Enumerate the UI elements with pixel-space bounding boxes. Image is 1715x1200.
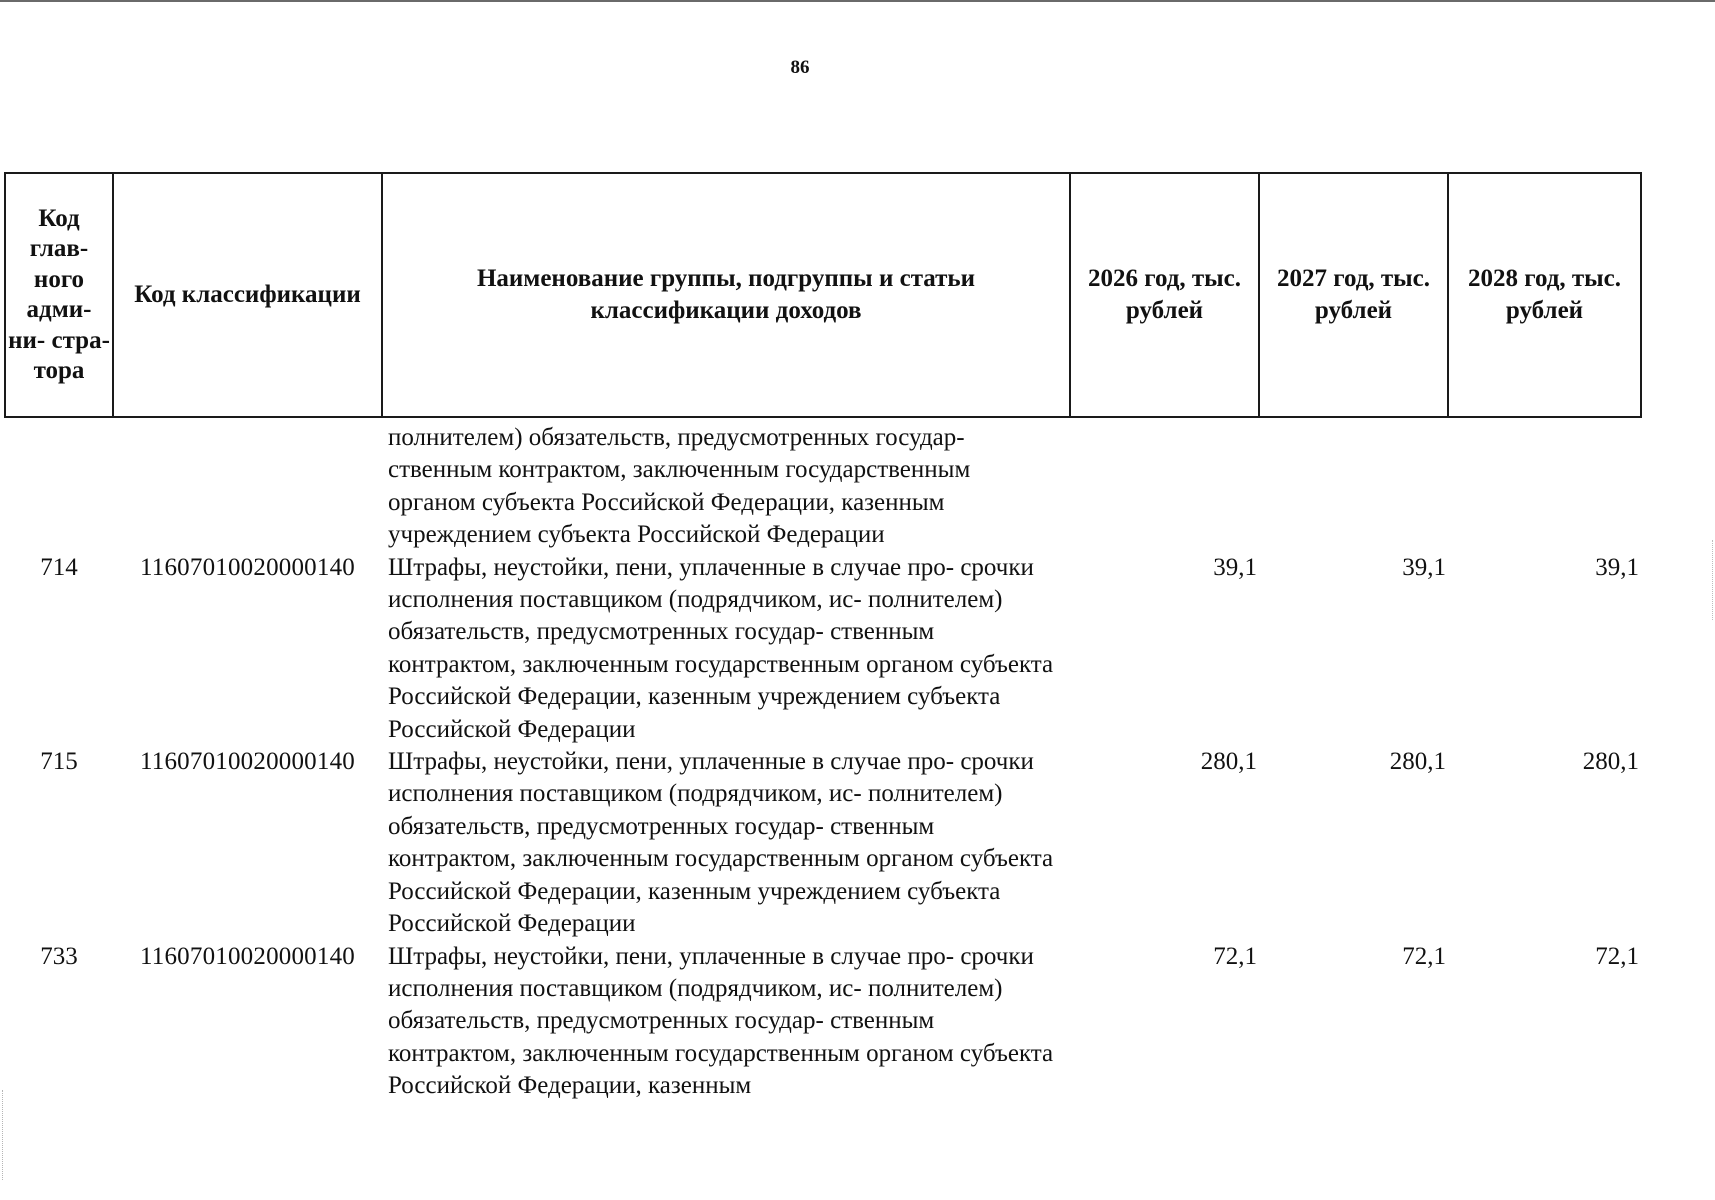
classification-code-cell: [113, 417, 382, 552]
income-name-cell: Штрафы, неустойки, пени, уплаченные в случае про- срочки исполнения поставщиком (подрядчиком, ис- полнителем) обязательств, предусмотренных государ- ственным контрактом, заключенным государственным органом субъекта Российской Федерации, казенным: [388, 942, 1054, 1100]
income-name-cell: Штрафы, неустойки, пени, уплаченные в случае про- срочки исполнения поставщиком (подрядчиком, ис- полнителем) обязательств, предусмотренных государ- ственным контрактом, заключенным государственным органом субъекта Российской Федерации, казенным учреждением субъекта Российской Федерации: [388, 748, 1054, 938]
amount-2027-cell: 72,1: [1402, 942, 1446, 970]
amount-2026-cell: 280,1: [1200, 748, 1257, 776]
table-row: [5, 417, 1641, 552]
income-name-cell: полнителем) обязательств, предусмотренных государ- ственным контрактом, заключенным государственным органом субъекта Российской Федерации, казенным учреждением субъекта Российской Федерации: [388, 424, 971, 549]
table-header: [5, 173, 1641, 417]
amount-2026-cell: 72,1: [1213, 942, 1257, 970]
amount-2028-cell: [1448, 417, 1641, 552]
top-border-line: [0, 0, 1715, 2]
admin-code-cell: 714: [40, 553, 78, 581]
page-number: 86: [790, 57, 810, 78]
amount-2027-cell: [1259, 417, 1448, 552]
classification-code-cell: 11607010020000140: [140, 553, 355, 581]
admin-code-cell: 715: [40, 748, 78, 776]
amount-2027-cell: 39,1: [1402, 553, 1446, 581]
amount-2028-cell: 280,1: [1582, 748, 1639, 776]
amount-2028-cell: 39,1: [1595, 553, 1639, 581]
header-year-2028: 2028 год, тыс. рублей: [1448, 173, 1641, 417]
table-body: [5, 417, 1641, 1103]
classification-code-cell: 11607010020000140: [140, 942, 355, 970]
revenue-table-container: [4, 172, 1640, 1103]
table-row: [5, 941, 1641, 1103]
admin-code-cell: [5, 417, 113, 552]
header-row: [5, 173, 1641, 417]
scan-margin-artifact: [2, 1090, 11, 1180]
header-year-2026: 2026 год, тыс. рублей: [1070, 173, 1259, 417]
scan-edge-artifact: [1706, 540, 1713, 620]
admin-code-cell: 733: [40, 942, 78, 970]
amount-2026-cell: 39,1: [1213, 553, 1257, 581]
header-admin-code: Код глав- ного адми- ни- стра- тора: [5, 173, 113, 417]
header-classification-code: Код классификации: [113, 173, 382, 417]
income-name-cell: Штрафы, неустойки, пени, уплаченные в случае про- срочки исполнения поставщиком (подрядчиком, ис- полнителем) обязательств, предусмотренных государ- ственным контрактом, заключенным государственным органом субъекта Российской Федерации, казенным учреждением субъекта Российской Федерации: [388, 553, 1054, 743]
amount-2027-cell: 280,1: [1389, 748, 1446, 776]
revenue-table: [4, 172, 1642, 1103]
amount-2026-cell: [1070, 417, 1259, 552]
table-row: [5, 746, 1641, 940]
header-income-name: Наименование группы, подгруппы и статьи классификации доходов: [382, 173, 1070, 417]
header-year-2027: 2027 год, тыс. рублей: [1259, 173, 1448, 417]
table-row: [5, 552, 1641, 746]
classification-code-cell: 11607010020000140: [140, 748, 355, 776]
amount-2028-cell: 72,1: [1595, 942, 1639, 970]
